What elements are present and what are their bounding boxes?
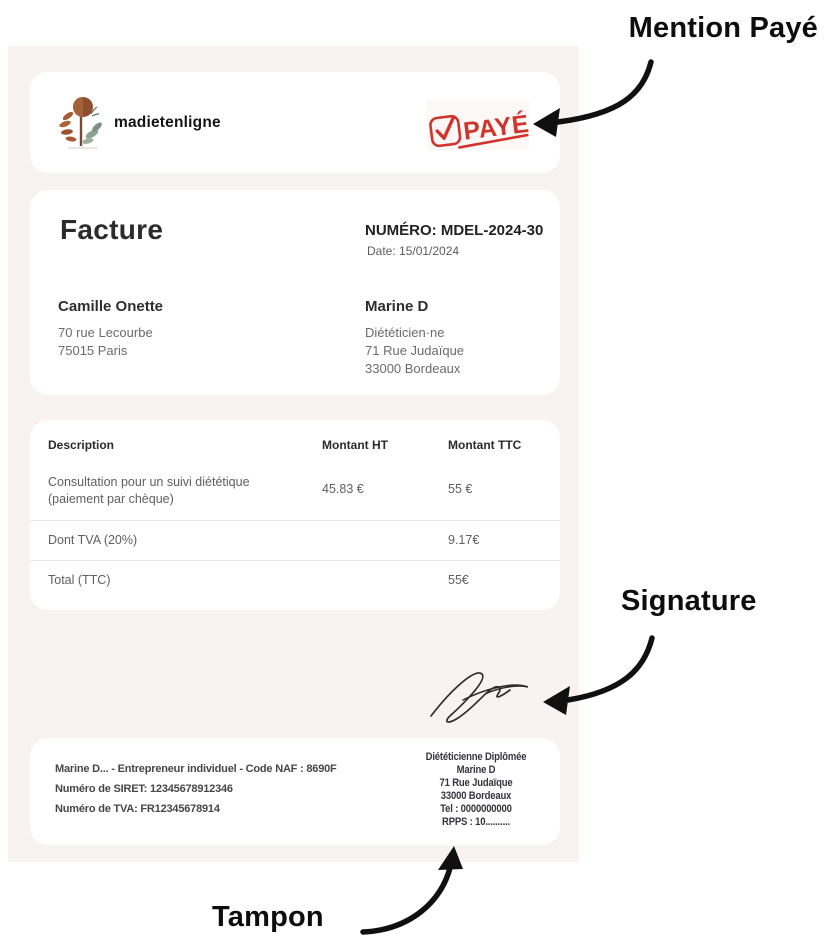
invoice-title: Facture [60, 214, 164, 245]
provider-block [365, 298, 464, 378]
stamp-line: Tel : 0000000000 [440, 803, 512, 815]
stamp-line: RPPS : 10.......... [442, 816, 510, 828]
arrow-to-signature-icon [528, 628, 663, 713]
provider-name: Marine D [365, 298, 429, 315]
table-row-montant-ttc: 55 € [448, 482, 473, 496]
legal-line: Numéro de SIRET: 12345678912346 [55, 783, 233, 795]
brand-name: madietenligne [114, 114, 221, 131]
legal-block [55, 759, 337, 819]
footer-card [30, 738, 560, 845]
paid-stamp [427, 100, 529, 150]
client-address-line: 75015 Paris [58, 343, 128, 358]
professional-stamp [409, 751, 543, 829]
arrow-to-stamp-icon [350, 840, 468, 940]
plant-leaves-logo-icon [58, 94, 108, 152]
invoice-number: NUMÉRO: MDEL-2024-30 [365, 222, 544, 239]
table-row-description: Dont TVA (20%) [48, 533, 138, 547]
table-row-description: Total (TTC) [48, 573, 111, 587]
table-divider [30, 520, 560, 521]
table-row-description: Consultation pour un suivi diététique (paiement par chèque) [48, 475, 250, 506]
column-header-description: Description [48, 438, 115, 452]
provider-address-line: 71 Rue Judaïque [365, 343, 465, 358]
invoice-date: Date: 15/01/2024 [367, 244, 460, 258]
signature-label: Signature [621, 585, 757, 617]
stamp-line: Marine D [456, 764, 496, 776]
invoice-meta-card [30, 190, 560, 395]
table-divider [30, 560, 560, 561]
red-checkbox-check-icon [436, 117, 456, 139]
client-address-line: 70 rue Lecourbe [58, 325, 153, 340]
column-header-montant-ttc: Montant TTC [448, 438, 522, 452]
table-row-montant-ttc: 9.17€ [448, 533, 480, 547]
client-block [58, 298, 163, 360]
provider-address-line: 33000 Bordeaux [365, 361, 461, 376]
amounts-table-card [30, 420, 560, 610]
invoice-document [8, 46, 579, 862]
handwritten-signature [425, 660, 537, 730]
client-name: Camille Onette [58, 298, 164, 315]
legal-line: Marine D... - Entrepreneur individuel - Code NAF : 8690F [55, 763, 337, 775]
stamp-line: 71 Rue Judaïque [439, 777, 513, 789]
arrow-to-paid-stamp-icon [520, 52, 670, 137]
table-row-montant-ht: 45.83 € [322, 482, 364, 496]
stamp-line: Diététicienne Diplômée [425, 751, 527, 763]
stamp-line: 33000 Bordeaux [440, 790, 512, 802]
table-row-montant-ttc: 55€ [448, 573, 469, 587]
column-header-montant-ht: Montant HT [322, 438, 388, 452]
mention-paye-label: Mention Payé [628, 12, 818, 44]
paid-stamp-text: PAYÉ [461, 109, 529, 146]
legal-line: Numéro de TVA: FR12345678914 [55, 803, 220, 815]
tampon-label: Tampon [212, 901, 324, 933]
header-card [30, 72, 560, 173]
provider-role: Diététicien·ne [365, 325, 445, 340]
